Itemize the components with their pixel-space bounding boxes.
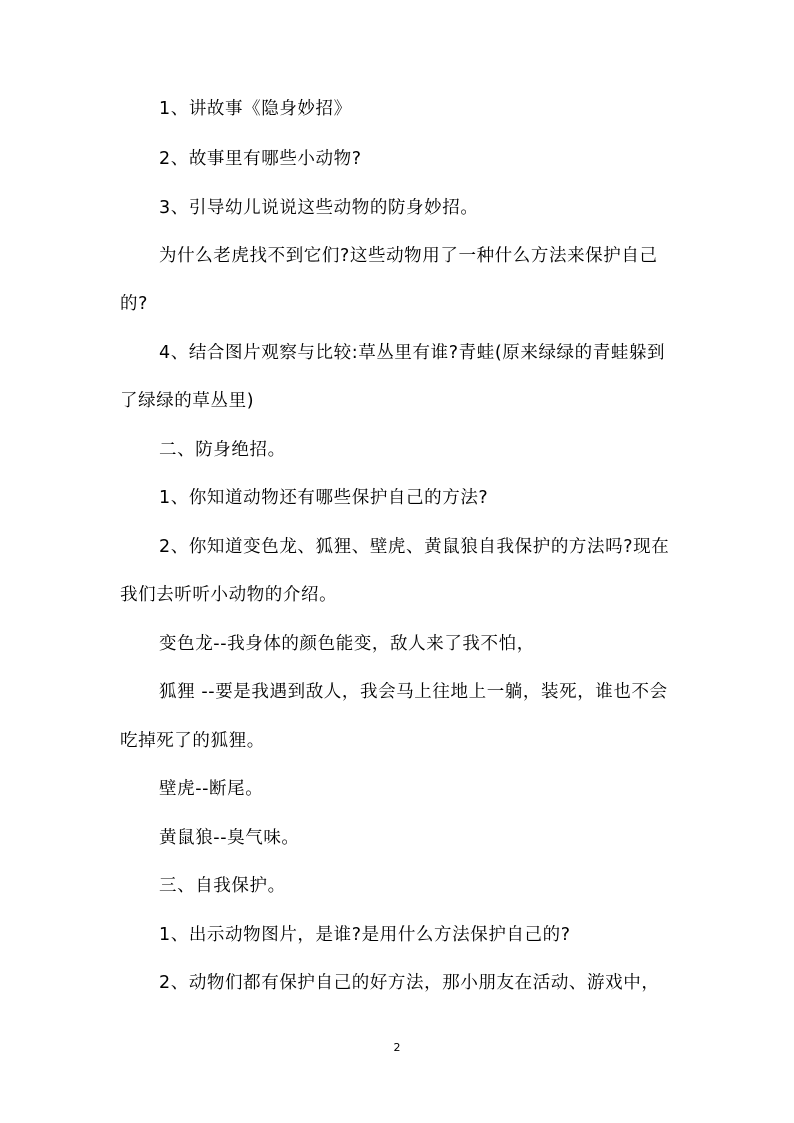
text-line: 了绿绿的草丛里) xyxy=(120,391,255,411)
text-line: 我们去听听小动物的介绍。 xyxy=(120,585,338,605)
text-line: 黄鼠狼--臭气味。 xyxy=(159,828,300,848)
page-number: 2 xyxy=(393,1041,401,1054)
text-line: 1、你知道动物还有哪些保护自己的方法? xyxy=(159,488,489,508)
text-line: 1、出示动物图片，是谁?是用什么方法保护自己的? xyxy=(159,925,571,945)
text-line: 变色龙--我身体的颜色能变，敌人来了我不怕， xyxy=(159,634,535,654)
text-line: 吃掉死了的狐狸。 xyxy=(120,731,265,751)
text-line: 2、动物们都有保护自己的好方法，那小朋友在活动、游戏中， xyxy=(159,973,660,993)
text-line: 狐狸 --要是我遇到敌人，我会马上往地上一躺，装死，谁也不会 xyxy=(159,682,668,702)
text-line: 壁虎--断尾。 xyxy=(159,779,264,799)
text-line: 3、引导幼儿说说这些动物的防身妙招。 xyxy=(159,198,479,218)
text-line: 2、故事里有哪些小动物? xyxy=(159,149,362,169)
section-heading: 三、自我保护。 xyxy=(159,876,286,896)
text-line: 为什么老虎找不到它们?这些动物用了一种什么方法来保护自己 xyxy=(159,246,658,266)
text-line: 4、结合图片观察与比较:草丛里有谁?青蛙(原来绿绿的青蛙躲到 xyxy=(159,343,666,363)
text-line: 1、讲故事《隐身妙招》 xyxy=(159,99,352,119)
text-line: 2、你知道变色龙、狐狸、壁虎、黄鼠狼自我保护的方法吗?现在 xyxy=(159,537,670,557)
text-line: 的? xyxy=(120,294,148,314)
section-heading: 二、防身绝招。 xyxy=(159,440,286,460)
